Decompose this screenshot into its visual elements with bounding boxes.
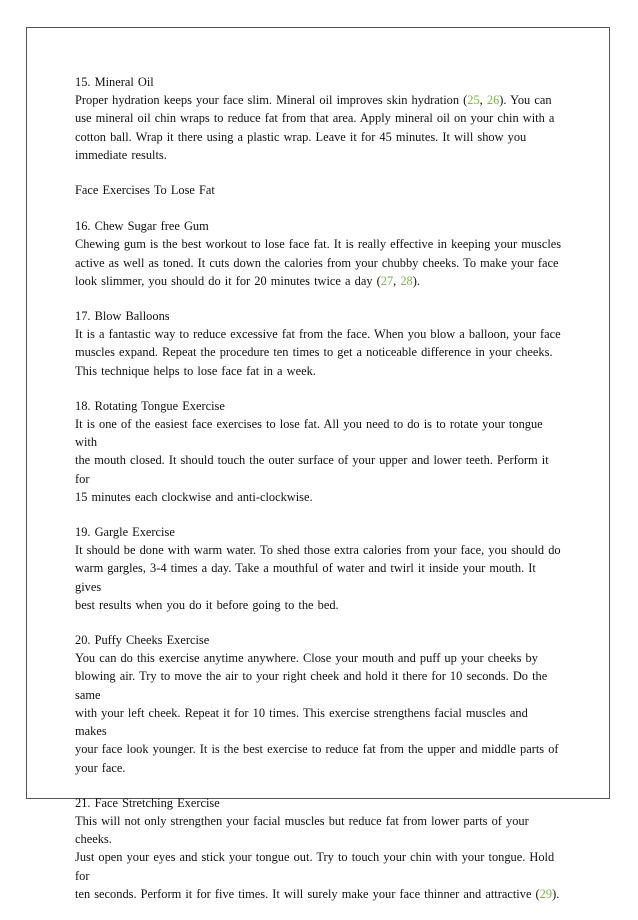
text-line: It is a fantastic way to reduce excessive fat from the face. When you blow a balloon, your face: [75, 327, 561, 342]
text-line: You can do this exercise anytime anywhere. Close your mouth and puff up your cheeks by: [75, 651, 538, 666]
text-line: It is one of the easiest face exercises to lose fat. All you need to do is to rotate your tongue with: [75, 417, 543, 450]
text-line: [75, 885, 563, 903]
text-line: muscles expand. Repeat the procedure ten times to get a noticeable difference in your cheeks.: [75, 345, 553, 360]
section-text: [75, 415, 563, 506]
text-fragment: Proper hydration keeps your face slim. Mineral oil improves skin hydration (: [75, 93, 468, 108]
section-text: [75, 235, 563, 290]
text-line: [75, 272, 563, 290]
text-fragment: ten seconds. Perform it for five times. It will surely make your face thinner and attractive (: [75, 886, 540, 901]
text-line: your face look younger. It is the best exercise to reduce fat from the upper and middle parts of: [75, 742, 559, 757]
text-line: blowing air. Try to move the air to your right cheek and hold it there for 10 seconds. Do the same: [75, 669, 548, 702]
section-title: 21. Face Stretching Exercise: [75, 795, 220, 810]
section-puffy-cheeks: [75, 631, 563, 777]
citation-link[interactable]: 26: [486, 93, 500, 108]
text-line: Chewing gum is the best workout to lose face fat. It is really effective in keeping your muscles: [75, 237, 562, 252]
text-fragment: ,: [479, 93, 487, 108]
text-line: warm gargles, 3-4 times a day. Take a mouthful of water and twirl it inside your mouth. It gives: [75, 561, 536, 594]
text-line: use mineral oil chin wraps to reduce fat from that area. Apply mineral oil on your chin with a: [75, 111, 555, 126]
section-title: 19. Gargle Exercise: [75, 525, 175, 540]
section-gargle: [75, 523, 563, 614]
text-line: This will not only strengthen your facial muscles but reduce fat from lower parts of your cheeks.: [75, 813, 529, 847]
section-title: 17. Blow Balloons: [75, 309, 170, 324]
section-text: [75, 541, 563, 614]
citation-link[interactable]: 27: [380, 273, 394, 288]
text-fragment: ). You can: [499, 93, 552, 108]
citation-link[interactable]: 25: [467, 93, 480, 108]
section-text: [75, 91, 563, 164]
citation-link[interactable]: 29: [539, 886, 553, 901]
text-line: the mouth closed. It should touch the outer surface of your upper and lower teeth. Perform it for: [75, 453, 549, 486]
section-text: [75, 325, 563, 380]
text-line: 15 minutes each clockwise and anti-clockwise.: [75, 489, 313, 504]
text-fragment: ).: [552, 886, 560, 901]
text-line: It should be done with warm water. To shed those extra calories from your face, you should do: [75, 543, 561, 558]
section-title: 18. Rotating Tongue Exercise: [75, 398, 225, 413]
section-title: 16. Chew Sugar free Gum: [75, 219, 209, 234]
section-chew-gum: [75, 217, 563, 290]
text-line: best results when you do it before going to the bed.: [75, 597, 339, 612]
text-line: This technique helps to lose face fat in a week.: [75, 363, 316, 378]
document-body: [75, 73, 563, 920]
text-line: [75, 91, 563, 109]
text-fragment: ).: [412, 273, 420, 288]
text-fragment: ,: [393, 273, 401, 288]
section-title: 20. Puffy Cheeks Exercise: [75, 633, 210, 648]
section-title: 15. Mineral Oil: [75, 75, 154, 89]
text-line: your face.: [75, 760, 126, 775]
text-line: cotton ball. Wrap it there using a plastic wrap. Leave it for 45 minutes. It will show you: [75, 129, 527, 144]
text-line: active as well as toned. It cuts down the calories from your chubby cheeks. To make your face: [75, 255, 559, 270]
text-fragment: look slimmer, you should do it for 20 minutes twice a day (: [75, 273, 381, 288]
subheading: Face Exercises To Lose Fat: [75, 183, 215, 198]
text-line: immediate results.: [75, 147, 167, 162]
text-line: Just open your eyes and stick your tongue out. Try to touch your chin with your tongue. Hold for: [75, 850, 555, 883]
section-rotating-tongue: [75, 397, 563, 506]
section-face-stretching: [75, 794, 563, 903]
citation-link[interactable]: 28: [400, 273, 413, 288]
section-text: [75, 649, 563, 776]
section-blow-balloons: [75, 307, 563, 380]
text-line: with your left cheek. Repeat it for 10 times. This exercise strengthens facial muscles and makes: [75, 705, 528, 739]
section-mineral-oil: [75, 73, 563, 164]
